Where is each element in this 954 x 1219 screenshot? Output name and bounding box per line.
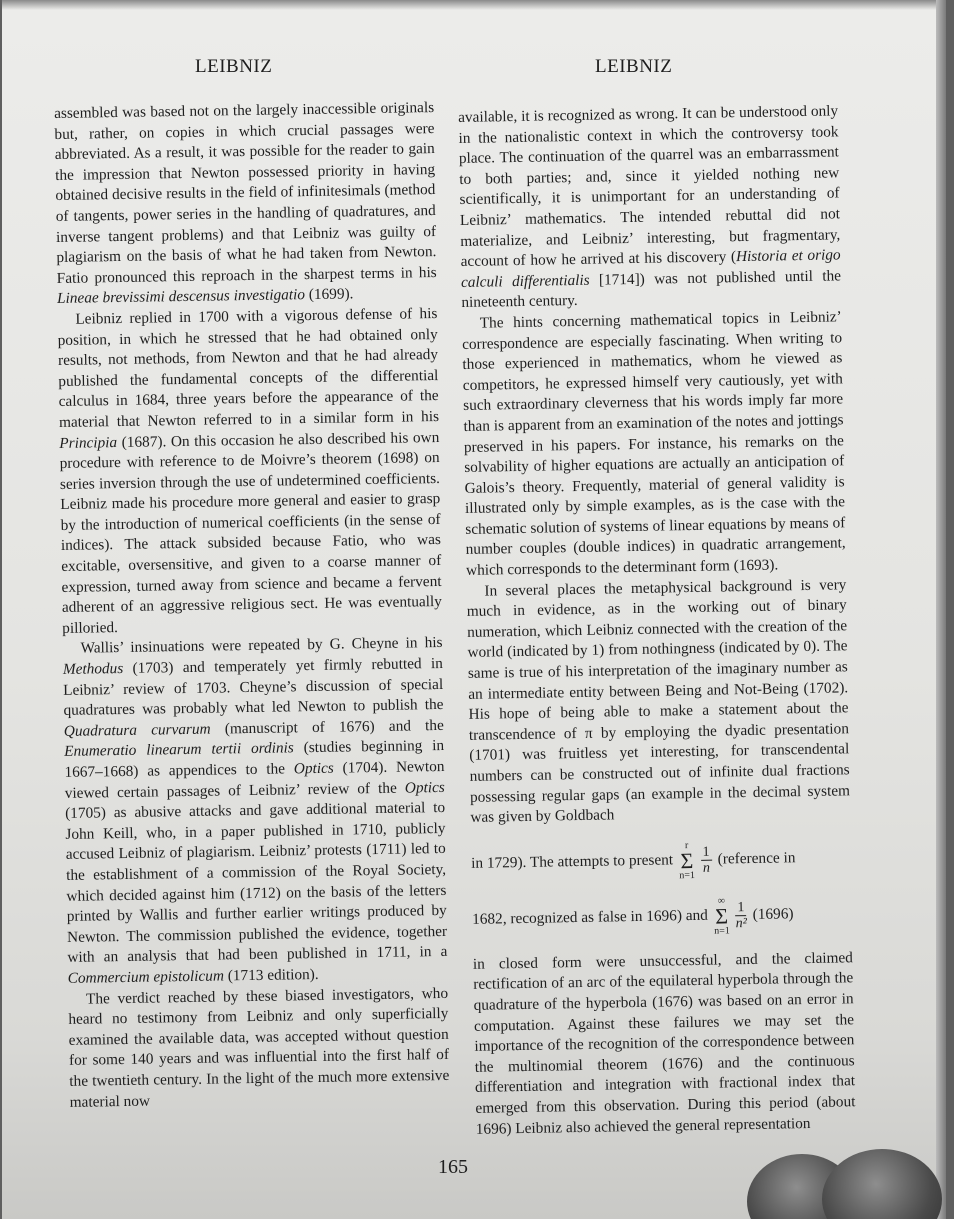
fraction: $\frac{1}{n}$	[702, 845, 711, 877]
scan-top-shadow	[2, 0, 946, 10]
scanned-page	[2, 0, 946, 1219]
paragraph: The hints concerning mathematical topics in Leibniz’ correspondence are especially fascinating. When writing to those experienced in mathematics, whom he viewed as competitors, he expressed himself very cautiously, yet with such extraordinary cleverness that his words imply far more than is apparent from an examination of the notes and jottings preserved in his papers. For instance, his remarks on the solvability of higher equations are actually an anticipation of Galois’s theory. Frequently, material of general validity is illustrated only by simple examples, as is the case with the schematic solution of systems of linear equations by means of number couples (double indices) in quadratic arrangement, which corresponds to the determinant form (1693).	[461, 308, 846, 579]
formula-text: in 1729). The attempts to present	[471, 851, 674, 873]
left-column	[54, 98, 450, 1113]
summation-formula: ∞ Σ n=1	[714, 895, 730, 937]
paragraph: Leibniz replied in 1700 with a vigorous defense of his position, in which he stressed that he had obtained only results, not methods, from Newton and that he had already published the fundamental concepts of the differential calculus in 1684, three years before the appearance of the material that Newton referred to in a similar form in his Principia (1687). On this occasion he also described his own procedure with reference to de Moivre’s theorem (1698) on series inversion through the use of undetermined coefficients. Leibniz made his procedure more general and easier to grasp by the introduction of numerical coefficients (in the sense of indices). The attack subsided because Fatio, who was excitable, oversensitive, and given to a coarse manner of expression, turned away from science and became a fervent adherent of an aggressive religious sect. He was eventually pilloried.	[57, 304, 442, 637]
fraction: $\frac{1}{\text{n²}}$	[735, 900, 748, 932]
formula-line-2	[472, 894, 853, 941]
running-head-right: LEIBNIZ	[595, 56, 673, 77]
formula-text: (reference in	[717, 849, 796, 869]
book-edge	[936, 0, 946, 1219]
paragraph: in closed form were unsuccessful, and the claimed rectification of an arc of the equilateral hyperbola through the quadrature of the hyperbola (1676) was based on an error in computation. Against these failures we may set the importance of the recognition of the correspondence between the multinomial theorem (1676) and the continuous differentiation and integration with fractional index that emerged from this observation. During this period (about 1696) Leibniz also achieved the general representation	[472, 949, 856, 1138]
page-number: 165	[438, 1156, 468, 1178]
thumb-shadow	[822, 1149, 942, 1219]
running-head-left: LEIBNIZ	[195, 56, 273, 77]
paragraph: available, it is recognized as wrong. It can be understood only in the nationalistic context in which the controversy took place. The continuation of the quarrel was an embarrassment to both parties; and, since it yielded nothing new scientifically, it is unimportant for an understanding of Leibniz’ mathematics. The intended rebuttal did not materialize, and Leibniz’ interesting, but fragmentary, account of how he arrived at his discovery (Historia et origo calculi differentialis [1714]) was not published until the nineteenth century.	[458, 102, 842, 312]
paragraph: In several places the metaphysical background is very much in evidence, as in the working out of binary numeration, which Leibniz connected with the creation of the world (indicated by 1) from nothingness (indicated by 0). The same is true of his interpretation of the imaginary number as an intermediate entity between Being and Not-Being (1702). His hope of being able to make a statement about the transcendence of π by employing the dyadic presentation (1701) was fruitless yet interesting, for transcendental numbers can be constructed out of infinite dual fractions possessing regular gaps (an example in the decimal system was given by Goldbach	[466, 575, 851, 827]
formula-text: (1696)	[752, 905, 794, 924]
paragraph: Wallis’ insinuations were repeated by G. Cheyne in his Methodus (1703) and temperately yet firmly rebutted in Leibniz’ review of 1703. Cheyne’s discussion of special quadratures was probably what led Newton to publish the Quadratura curvarum (manuscript of 1676) and the Enumeratio linearum tertii ordinis (studies beginning in 1667–1668) as appendices to the Optics (1704). Newton viewed certain passages of Leibniz’ review of the Optics (1705) as abusive attacks and gave additional material to John Keill, who, in a paper published in 1710, publicly accused Leibniz of plagiarism. Leibniz’ protests (1711) led to the establishment of a commission of the Royal Society, which decided against him (1712) on the basis of the letters printed by Wallis and further earlier writings produced by Newton. The commission published the evidence, together with an analysis that had been published in 1711, in a Commercium epistolicum (1713 edition).	[62, 634, 448, 987]
paragraph: assembled was based not on the largely inaccessible originals but, rather, on copies in which crucial passages were abbreviated. As a result, it was possible for the reader to gain the impression that Newton possessed priority in having obtained decisive results in the field of infinitesimals (method of tangents, power series in the handling of quadratures, and inverse tangent problems) and that Leibniz was guilty of plagiarism on the basis of what he had taken from Newton. Fatio pronounced this reproach in the sharpest terms in his Lineae brevissimi descensus investigatio (1699).	[54, 99, 437, 308]
summation-formula: r Σ n=1	[679, 839, 696, 882]
right-column	[458, 101, 856, 1140]
formula-text: 1682, recognized as false in 1696) and	[472, 907, 709, 929]
paragraph: The verdict reached by these biased investigators, who heard no testimony from Leibniz and only superficially examined the available data, was accepted without question for some 140 years and was influential into the first half of the twentieth century. In the light of the much more extensive material now	[68, 984, 450, 1111]
formula-line-1	[471, 838, 852, 885]
